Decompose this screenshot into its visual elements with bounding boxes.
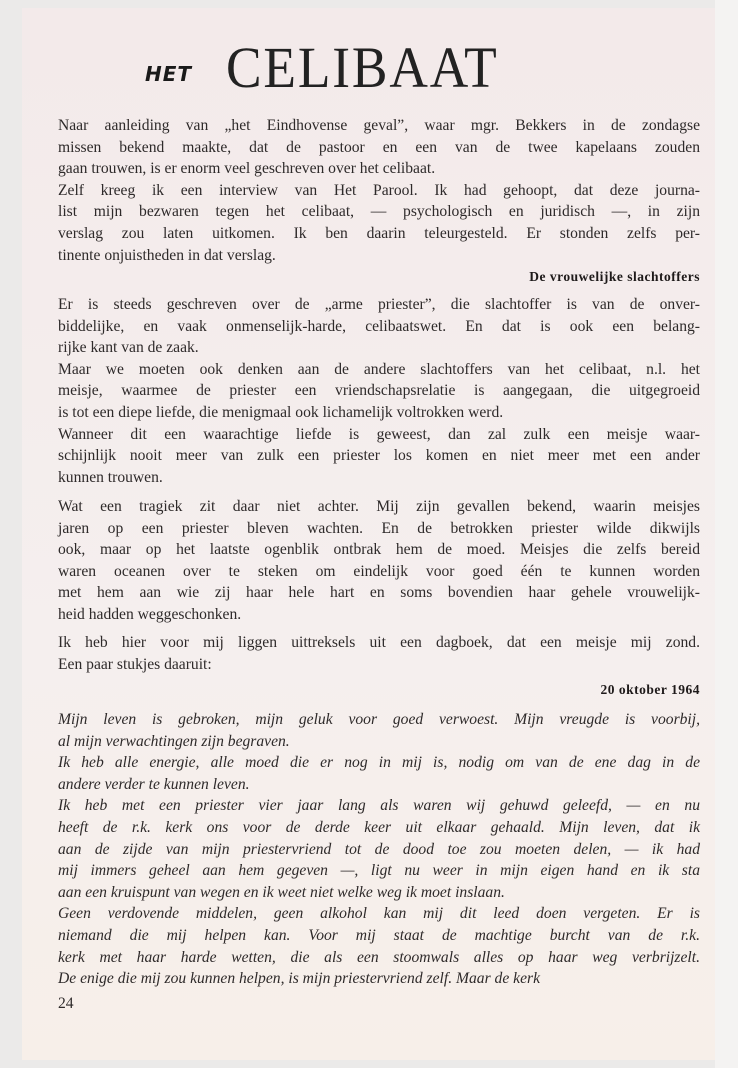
- text-line: kerk met haar harde wetten, die als een stoomwals alles op haar weg verbrijzelt.: [58, 948, 700, 966]
- page-number: 24: [58, 995, 74, 1012]
- text-line: Wanneer dit een waarachtige liefde is geweest, dan zal zulk een meisje waar-: [58, 425, 700, 443]
- text-line: Een paar stukjes daaruit:: [58, 655, 212, 673]
- tragedy-text: [58, 496, 700, 626]
- title-prefix: HET: [145, 62, 193, 86]
- diary-date: 20 oktober 1964: [600, 682, 700, 697]
- text-line: verslag zou laten uitkomen. Ik ben daarin teleurgesteld. Er stonden zelfs per-: [58, 224, 700, 242]
- text-line: rijke kant van de zaak.: [58, 339, 199, 357]
- text-line: kunnen trouwen.: [58, 468, 163, 486]
- victims-text: [58, 294, 700, 488]
- text-line: met hem aan wie zij haar hele hart en soms bovendien haar gehele vrouwelijk-: [58, 584, 700, 602]
- text-line: Ik heb hier voor mij liggen uittreksels uit een dagboek, dat een meisje mij zond.: [58, 634, 700, 651]
- text-line: heid hadden weggeschonken.: [58, 605, 242, 623]
- text-line: list mijn bezwaren tegen het celibaat, — psychologisch en juridisch —, in zijn: [58, 203, 700, 221]
- text-line: Geen verdovende middelen, geen alkohol kan mij dit leed doen vergeten. Er is: [58, 905, 700, 923]
- text-line: missen bekend maakte, dat de pastoor en een van de twee kapelaans zouden: [58, 138, 700, 156]
- text-line: Zelf kreeg ik een interview van Het Parool. Ik had gehoopt, dat deze journa-: [58, 181, 700, 199]
- page-title: CELIBAAT: [226, 35, 499, 100]
- text-line: aan een kruispunt van wegen en ik weet niet welke weg ik moet inslaan.: [58, 883, 505, 901]
- text-line: waren oceanen over te steken om eindelijk voor goed één te kunnen worden: [58, 562, 700, 580]
- diary-excerpt: [58, 709, 700, 990]
- text-line: tinente onjuistheden in dat verslag.: [58, 246, 276, 264]
- text-line: Ik heb alle energie, alle moed die er nog in mij is, nodig om van de ene dag in de: [58, 754, 700, 772]
- text-line: ook, maar op het laatste ogenblik ontbrak hem de moed. Meisjes die zelfs bereid: [58, 541, 700, 559]
- intro-text: [58, 115, 700, 266]
- text-line: schijnlijk nooit meer van zulk een priester los komen en niet meer met een ander: [58, 447, 700, 465]
- text-line: mij immers geheel aan hem gegeven —, ligt nu weer in mijn eigen hand en ik sta: [58, 862, 700, 880]
- text-line: andere verder te kunnen leven.: [58, 775, 250, 793]
- text-line: biddelijke, en vaak onmenselijk-harde, celibaatswet. En dat is ook een belang-: [58, 317, 700, 335]
- scan-edge: [715, 0, 738, 1068]
- text-line: aan de zijde van mijn priestervriend tot de dood toe zou moeten delen, — ik had: [58, 840, 700, 858]
- text-line: is tot een diepe liefde, die menigmaal ook lichamelijk voltrokken werd.: [58, 403, 504, 421]
- text-line: al mijn verwachtingen zijn begraven.: [58, 732, 290, 750]
- text-line: meisje, waarmee de priester een vriendschapsrelatie is aangegaan, die uitgegroeid: [58, 382, 700, 400]
- diary-intro-text: [58, 632, 700, 675]
- text-line: heeft de r.k. kerk ons voor de derde keer uit elkaar gehaald. Mijn leven, dat ik: [58, 818, 700, 836]
- text-line: De enige die mij zou kunnen helpen, is mijn priestervriend zelf. Maar de kerk: [58, 970, 540, 988]
- text-line: Naar aanleiding van „het Eindhovense geval”, waar mgr. Bekkers in de zondagse: [58, 117, 700, 134]
- text-line: Maar we moeten ook denken aan de andere slachtoffers van het celibaat, n.l. het: [58, 360, 700, 378]
- text-line: Er is steeds geschreven over de „arme priester”, die slachtoffer is van de onver-: [58, 296, 700, 313]
- text-line: Wat een tragiek zit daar niet achter. Mij zijn gevallen bekend, waarin meisjes: [58, 498, 700, 515]
- section-heading: De vrouwelijke slachtoffers: [529, 269, 700, 284]
- text-line: gaan trouwen, is er enorm veel geschreven over het celibaat.: [58, 160, 436, 178]
- text-line: jaren op een priester bleven wachten. En de betrokken priester wilde dikwijls: [58, 519, 700, 537]
- text-line: Mijn leven is gebroken, mijn geluk voor goed verwoest. Mijn vreugde is voorbij,: [58, 711, 700, 728]
- text-line: niemand die mij helpen kan. Voor mij staat de machtige burcht van de r.k.: [58, 926, 700, 944]
- text-line: Ik heb met een priester vier jaar lang als waren wij gehuwd geleefd, — en nu: [58, 797, 700, 815]
